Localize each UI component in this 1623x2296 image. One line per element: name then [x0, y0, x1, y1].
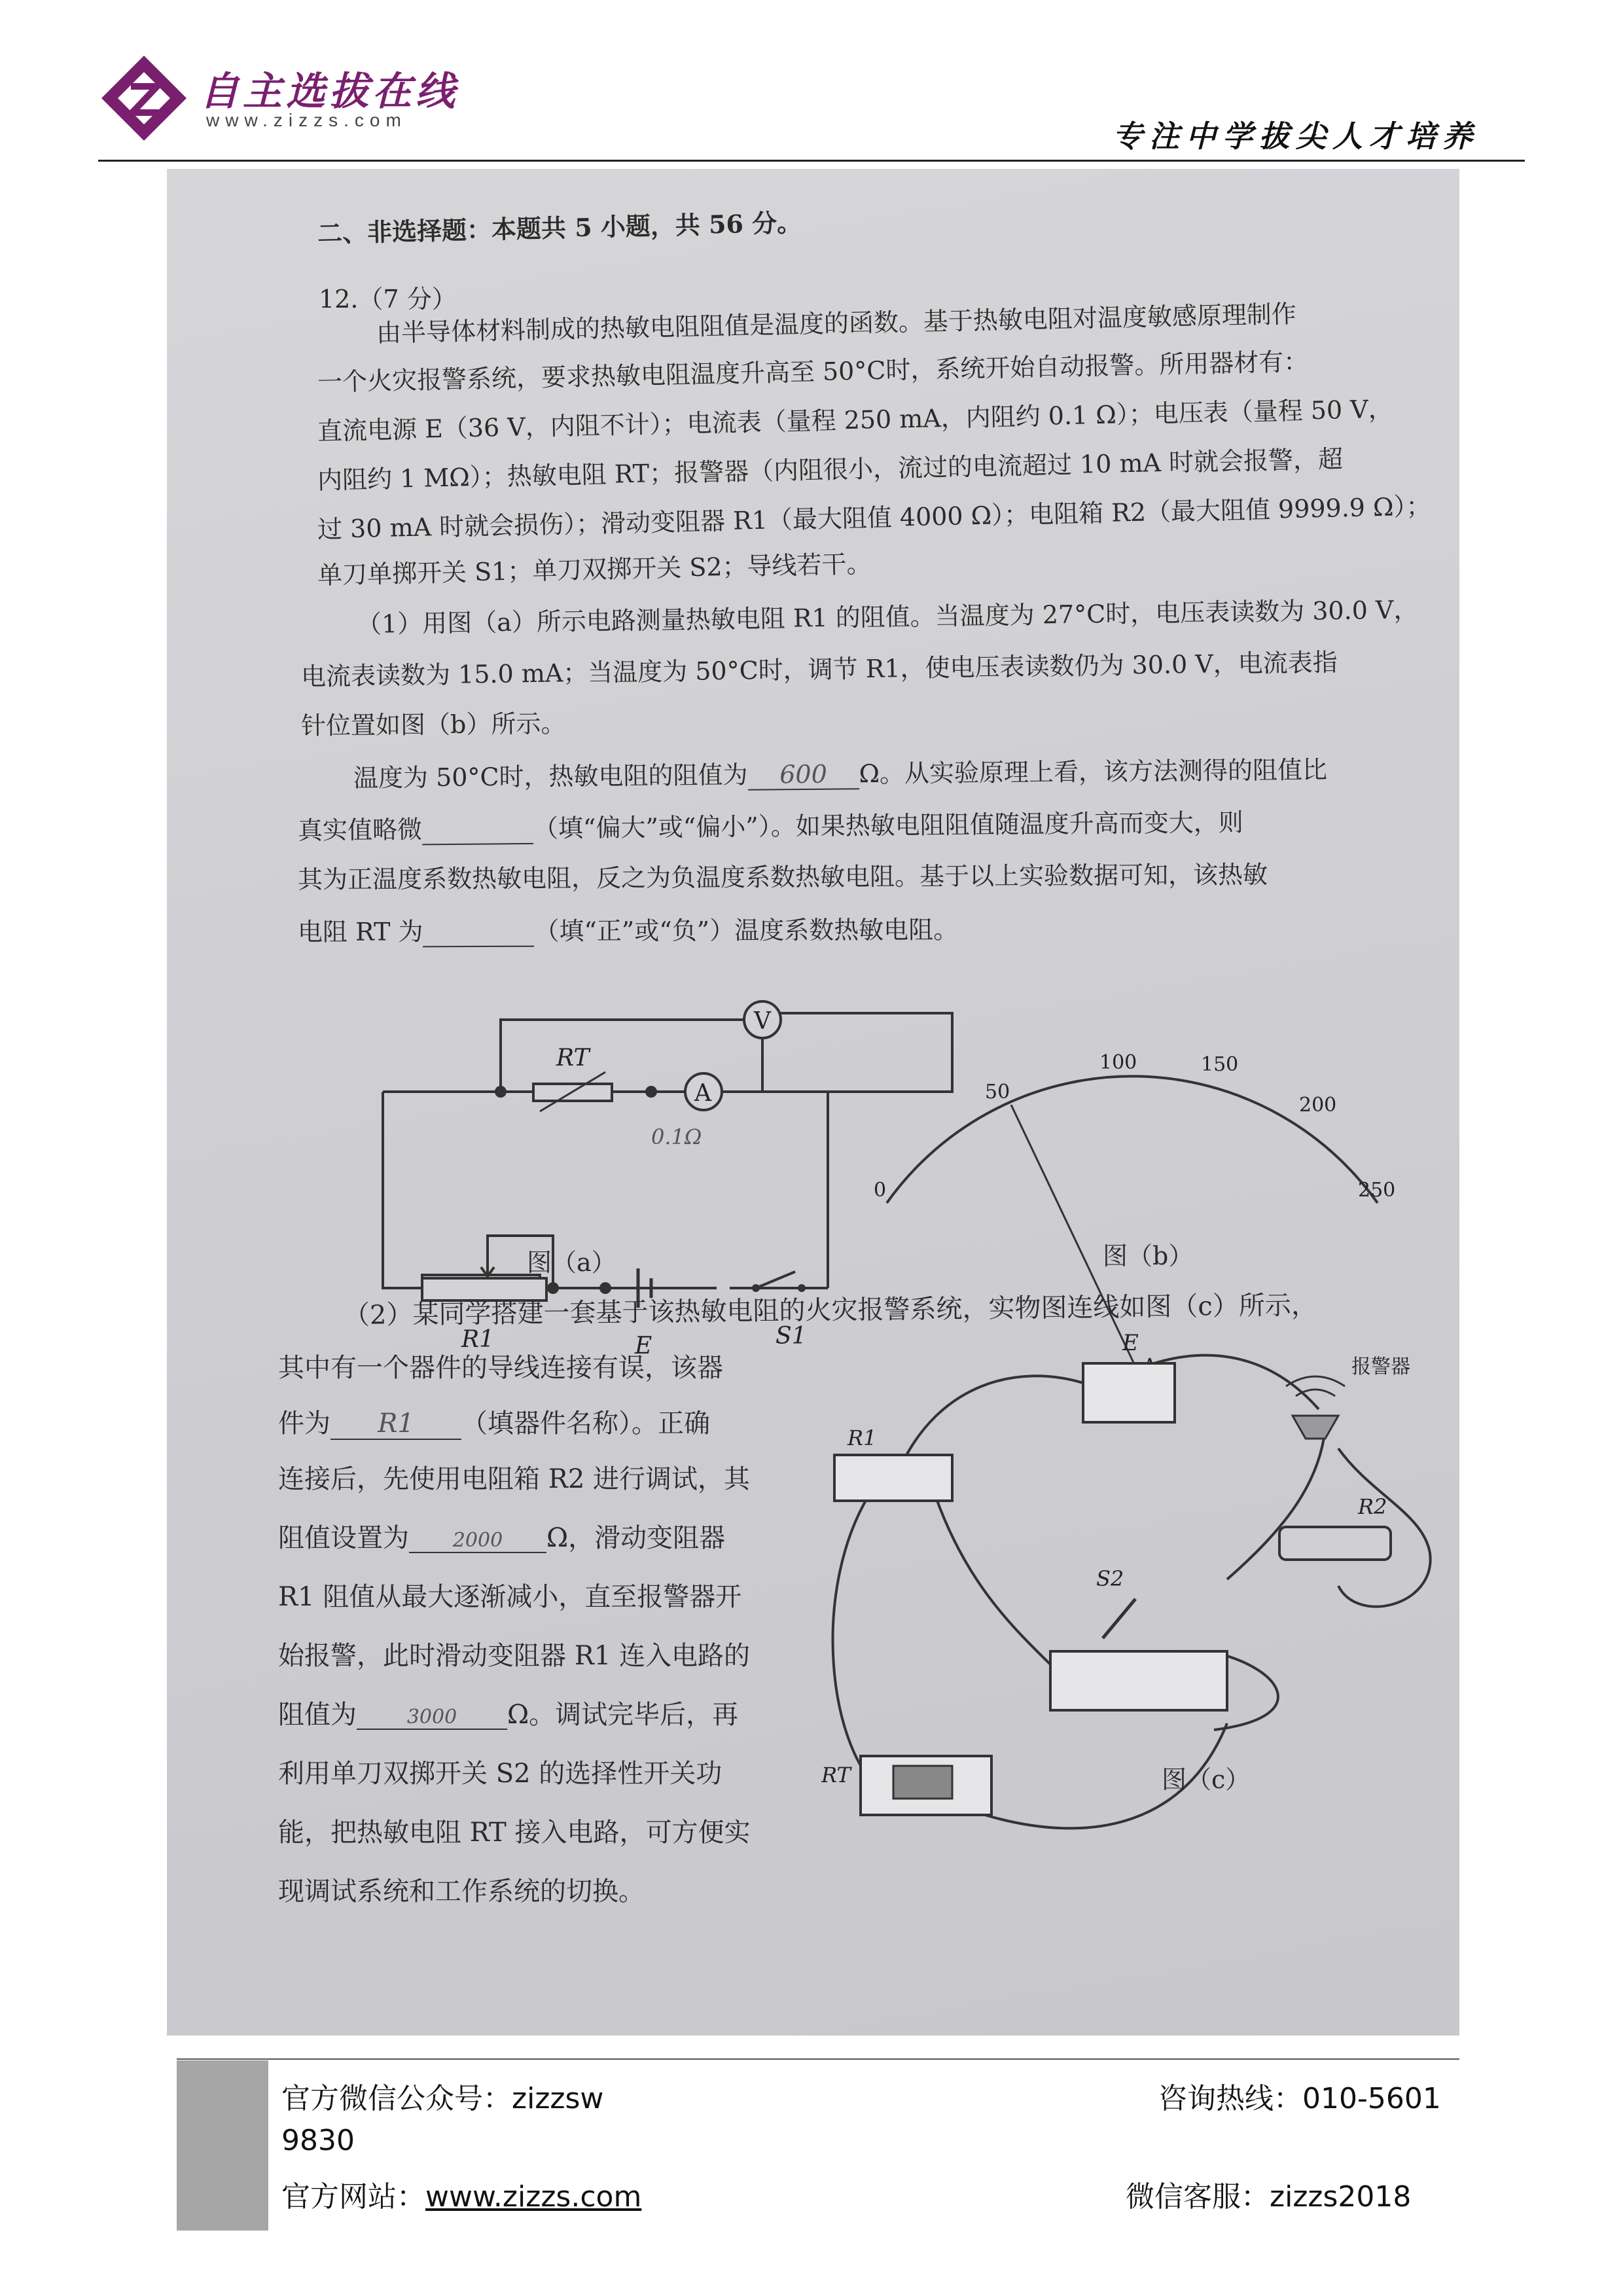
battery-e-label: E — [1122, 1330, 1139, 1356]
exam-text — [167, 169, 1459, 2036]
footer-accent-block — [177, 2060, 268, 2231]
voltmeter-label: V — [754, 1008, 771, 1035]
question-2c — [278, 1694, 738, 1731]
question-2a-text: 件为 — [278, 1408, 330, 1439]
answer-blank-resistance: 600 — [747, 759, 859, 790]
figure-b-caption: 图（b） — [1103, 1242, 1194, 1270]
ammeter-label: A — [694, 1080, 711, 1107]
tick-0: 0 — [874, 1179, 887, 1202]
footer-wechat-public: 官方微信公众号：zizzsw — [281, 2082, 604, 2115]
text-line: 电流表读数为 15.0 mA；当温度为 50°C时，调节 R1，使电压表读数仍为 30.0 V，电流表指 — [300, 647, 1338, 691]
answer-blank-r1: 3000 — [357, 1706, 507, 1730]
question-number: 12.（7 分） — [319, 285, 457, 314]
header-divider — [98, 160, 1525, 162]
footer-website-label: 官方网站： — [281, 2180, 425, 2214]
question-1d-hint: （填“正”或“负”）温度系数热敏电阻。 — [534, 915, 959, 946]
text-line: 始报警，此时滑动变阻器 R1 连入电路的 — [278, 1641, 750, 1671]
question-1a-text: 温度为 50°C时，热敏电阻的阻值为 — [353, 760, 748, 793]
battery-label: E — [635, 1333, 652, 1359]
tick-250: 250 — [1358, 1179, 1396, 1202]
footer-divider — [177, 2058, 1459, 2060]
text-line: 直流电源 E（36 V，内阻不计）；电流表（量程 250 mA，内阻约 0.1 Ω）；电压表（量程 50 V， — [317, 394, 1394, 446]
footer-hotline: 咨询热线：010-5601 — [1158, 2082, 1441, 2115]
r1-label: R1 — [847, 1426, 877, 1450]
text-line: 其中有一个器件的导线连接有误，该器 — [278, 1353, 723, 1383]
rt-label: RT — [821, 1763, 851, 1787]
question-1d — [298, 909, 958, 948]
text-line: 能，把热敏电阻 RT 接入电路，可方便实 — [278, 1818, 751, 1848]
figure-c-caption: 图（c） — [1162, 1765, 1251, 1794]
answer-blank-r2: 2000 — [409, 1529, 546, 1553]
question-1a-unit: Ω。从实验原理上看，该方法测得的阻值比 — [859, 755, 1328, 789]
question-2b-unit: Ω，滑动变阻器 — [546, 1523, 726, 1553]
switch-label: S1 — [776, 1323, 807, 1350]
question-2c-text: 阻值为 — [278, 1700, 357, 1730]
text-line: 其为正温度系数热敏电阻，反之为负温度系数热敏电阻。基于以上实验数据可知，该热敏 — [297, 860, 1268, 894]
tick-50: 50 — [985, 1081, 1010, 1103]
brand-name: 自主选拔在线 — [200, 69, 459, 115]
wiring-diagram-c — [821, 1324, 1450, 1965]
text-line: 连接后，先使用电阻箱 R2 进行调试，其 — [278, 1464, 750, 1494]
text-line: 利用单刀双掷开关 S2 的选择性开关功 — [278, 1759, 722, 1789]
text-line: 过 30 mA 时就会损伤）；滑动变阻器 R1（最大阻值 4000 Ω）；电阻箱 R2（最大阻值 9999.9 Ω）； — [317, 492, 1431, 544]
text-line: 现调试系统和工作系统的切换。 — [278, 1876, 645, 1907]
text-line: 内阻约 1 MΩ）；热敏电阻 RT；报警器（内阻很小，流过的电流超过 10 mA 时就会报警，超 — [317, 444, 1344, 495]
figure-a-caption: 图（a） — [527, 1248, 616, 1277]
question-2c-unit: Ω。调试完毕后，再 — [507, 1700, 739, 1730]
question-1b-hint: （填“偏大”或“偏小”）。如果热敏电阻阻值随温度升高而变大，则 — [533, 808, 1243, 843]
question-1b — [298, 802, 1243, 846]
section-title: 二、非选择题：本题共 5 小题，共 56 分。 — [317, 207, 802, 248]
question-2a-hint: （填器件名称）。正确 — [461, 1408, 710, 1439]
footer-service: 微信客服：zizzs2018 — [1126, 2180, 1412, 2214]
handwritten-note: 0.1Ω — [651, 1124, 702, 1149]
text-line: （2）某同学搭建一套基于该热敏电阻的火灾报警系统，实物图连线如图（c）所示， — [343, 1290, 1318, 1331]
tick-200: 200 — [1299, 1094, 1337, 1117]
tick-150: 150 — [1201, 1053, 1239, 1076]
text-line: 针位置如图（b）所示。 — [300, 709, 566, 740]
thermistor-label: RT — [556, 1045, 590, 1071]
tick-100: 100 — [1099, 1051, 1137, 1074]
rheostat-label: R1 — [461, 1326, 495, 1353]
text-line: （1）用图（a）所示电路测量热敏电阻 R1 的阻值。当温度为 27°C时，电压表读数为 30.0 V， — [356, 595, 1419, 639]
text-line: R1 阻值从最大逐渐减小，直至报警器开 — [278, 1582, 742, 1612]
brand-url: www.zizzs.com — [206, 110, 407, 130]
r2-label: R2 — [1358, 1494, 1387, 1519]
question-2b-text: 阻值设置为 — [278, 1523, 409, 1553]
exam-photo — [167, 169, 1459, 2036]
s2-label: S2 — [1096, 1566, 1124, 1591]
answer-blank-bias — [422, 814, 533, 845]
website-link[interactable]: www.zizzs.com — [425, 2180, 642, 2214]
footer-wechat-public-cont: 9830 — [281, 2124, 355, 2157]
question-2a — [278, 1403, 710, 1440]
alarm-label: 报警器 — [1351, 1355, 1410, 1378]
zizzs-logo — [98, 52, 190, 144]
question-1b-text: 真实值略微 — [297, 815, 423, 845]
question-1a — [353, 749, 1327, 794]
text-line: 由半导体材料制成的热敏电阻阻值是温度的函数。基于热敏电阻对温度敏感原理制作 — [376, 299, 1297, 348]
text-line: 单刀单掷开关 S1；单刀双掷开关 S2；导线若干。 — [317, 549, 872, 590]
answer-blank-coefficient — [423, 917, 534, 948]
header-slogan: 专注中学拔尖人才培养 — [1113, 118, 1479, 154]
question-1d-text: 电阻 RT 为 — [297, 917, 423, 946]
answer-blank-device: R1 — [330, 1408, 461, 1440]
question-2b — [278, 1517, 725, 1554]
text-line: 一个火灾报警系统，要求热敏电阻温度升高至 50°C时，系统开始自动报警。所用器材有： — [317, 347, 1309, 397]
footer-website — [281, 2173, 641, 2215]
